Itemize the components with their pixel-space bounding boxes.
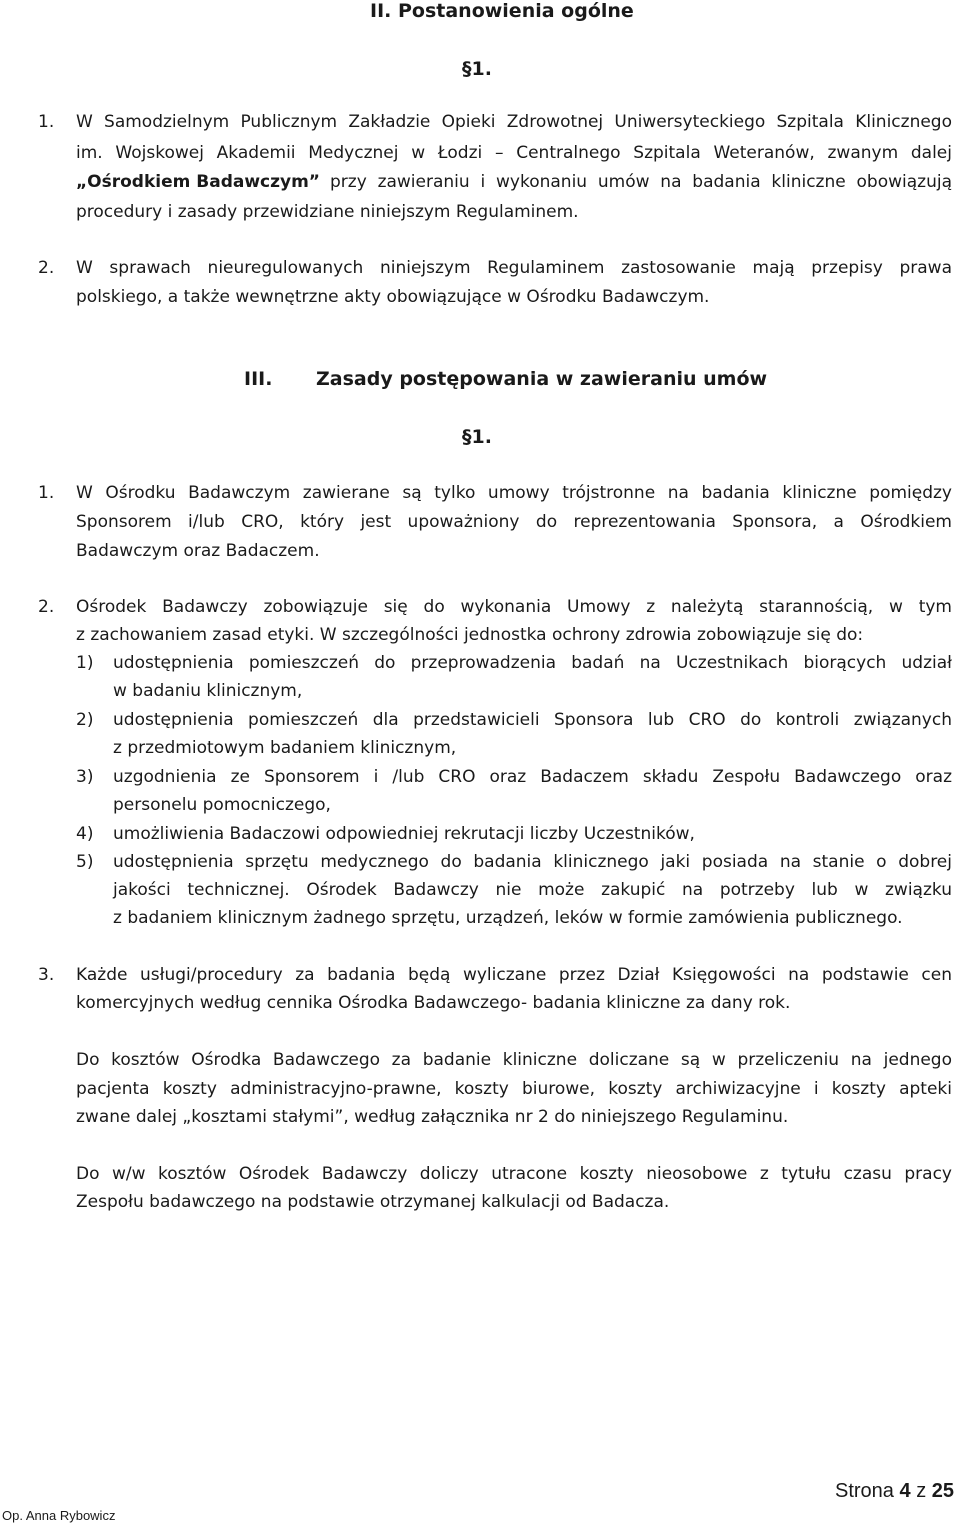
text-line: zwane dalej „kosztami stałymi”, według załącznika nr 2 do niniejszego Regulaminu. (76, 1107, 789, 1127)
current-page: 4 (899, 1480, 911, 1502)
total-pages: 25 (931, 1480, 954, 1502)
subitem-number: 3) (76, 767, 94, 787)
text-line: uzgodnienia ze Sponsorem i /lub CRO oraz Badaczem składu Zespołu Badawczego oraz (113, 767, 952, 787)
text-line: jakości technicznej. Ośrodek Badawczy nie może zakupić na potrzeby lub w związku (113, 880, 952, 900)
text-line: udostępnienia pomieszczeń dla przedstawicieli Sponsora lub CRO do kontroli związanych (113, 710, 952, 730)
text-line: komercyjnych według cennika Ośrodka Badawczego- badania kliniczne za dany rok. (76, 993, 791, 1013)
text-line: z zachowaniem zasad etyki. W szczególności jednostka ochrony zdrowia zobowiązuje się do: (76, 625, 864, 645)
text-line: umożliwienia Badaczowi odpowiedniej rekrutacji liczby Uczestników, (113, 824, 695, 844)
text-line: W sprawach nieuregulowanych niniejszym Regulaminem zastosowanie mają przepisy prawa (76, 258, 952, 278)
subitem-number: 5) (76, 852, 94, 872)
section-ii-heading: II. Postanowienia ogólne (370, 0, 634, 22)
text-line-with-term (76, 168, 952, 196)
item-number: 2. (38, 597, 55, 617)
section-ii-paragraph-sign: §1. (462, 58, 492, 80)
page-label: Strona (835, 1480, 894, 1502)
section-iii-roman: III. (244, 368, 273, 390)
text-line: Do kosztów Ośrodka Badawczego za badanie kliniczne doliczane są w przeliczeniu na jednego (76, 1050, 952, 1070)
text-line: Do w/w kosztów Ośrodek Badawczy doliczy utracone koszty nieosobowe z tytułu czasu pracy (76, 1164, 952, 1184)
text-line: Ośrodek Badawczy zobowiązuje się do wykonania Umowy z należytą starannością, w tym (76, 597, 952, 617)
footer-author: Op. Anna Rybowicz (2, 1508, 116, 1523)
subitem-number: 1) (76, 653, 94, 673)
text-line: Każde usługi/procedury za badania będą wyliczane przez Dział Księgowości na podstawie cen (76, 965, 952, 985)
section-iii-paragraph-sign: §1. (462, 426, 492, 448)
subitem-number: 4) (76, 824, 94, 844)
item-number: 1. (38, 483, 55, 503)
text-line: udostępnienia sprzętu medycznego do badania klinicznego jaki posiada na stanie o dobrej (113, 852, 952, 872)
text-line: Badawczym oraz Badaczem. (76, 541, 320, 561)
text-line: z przedmiotowym badaniem klinicznym, (113, 738, 457, 758)
text-line: personelu pomocniczego, (113, 795, 331, 815)
page-number (835, 1480, 954, 1503)
item-number: 1. (38, 112, 55, 132)
text-line: Sponsorem i/lub CRO, który jest upoważniony do reprezentowania Sponsora, a Ośrodkiem (76, 512, 952, 532)
text-line: im. Wojskowej Akademii Medycznej w Łodzi – Centralnego Szpitala Weteranów, zwanym dalej (76, 143, 952, 163)
text-line: W Ośrodku Badawczym zawierane są tylko umowy trójstronne na badania kliniczne pomiędzy (76, 483, 952, 503)
text-line: polskiego, a także wewnętrzne akty obowiązujące w Ośrodku Badawczym. (76, 287, 710, 307)
defined-term: „Ośrodkiem Badawczym” (76, 172, 320, 192)
of-label: z (916, 1480, 927, 1502)
section-iii-heading: Zasady postępowania w zawieraniu umów (316, 368, 768, 390)
item-number: 3. (38, 965, 55, 985)
text-line: Zespołu badawczego na podstawie otrzymanej kalkulacji od Badacza. (76, 1192, 670, 1212)
item-number: 2. (38, 258, 55, 278)
subitem-number: 2) (76, 710, 94, 730)
text-line: pacjenta koszty administracyjno-prawne, koszty biurowe, koszty archiwizacyjne i koszty apteki (76, 1079, 952, 1099)
text-line: z badaniem klinicznym żadnego sprzętu, urządzeń, leków w formie zamówienia publicznego. (113, 908, 903, 928)
text-line: procedury i zasady przewidziane niniejszym Regulaminem. (76, 202, 579, 222)
text-line: W Samodzielnym Publicznym Zakładzie Opieki Zdrowotnej Uniwersyteckiego Szpitala Klinicznego (76, 112, 952, 132)
text-line: udostępnienia pomieszczeń do przeprowadzenia badań na Uczestnikach biorących udział (113, 653, 952, 673)
text-line: przy zawieraniu i wykonaniu umów na badania kliniczne obowiązują (330, 172, 952, 192)
text-line: w badaniu klinicznym, (113, 681, 303, 701)
